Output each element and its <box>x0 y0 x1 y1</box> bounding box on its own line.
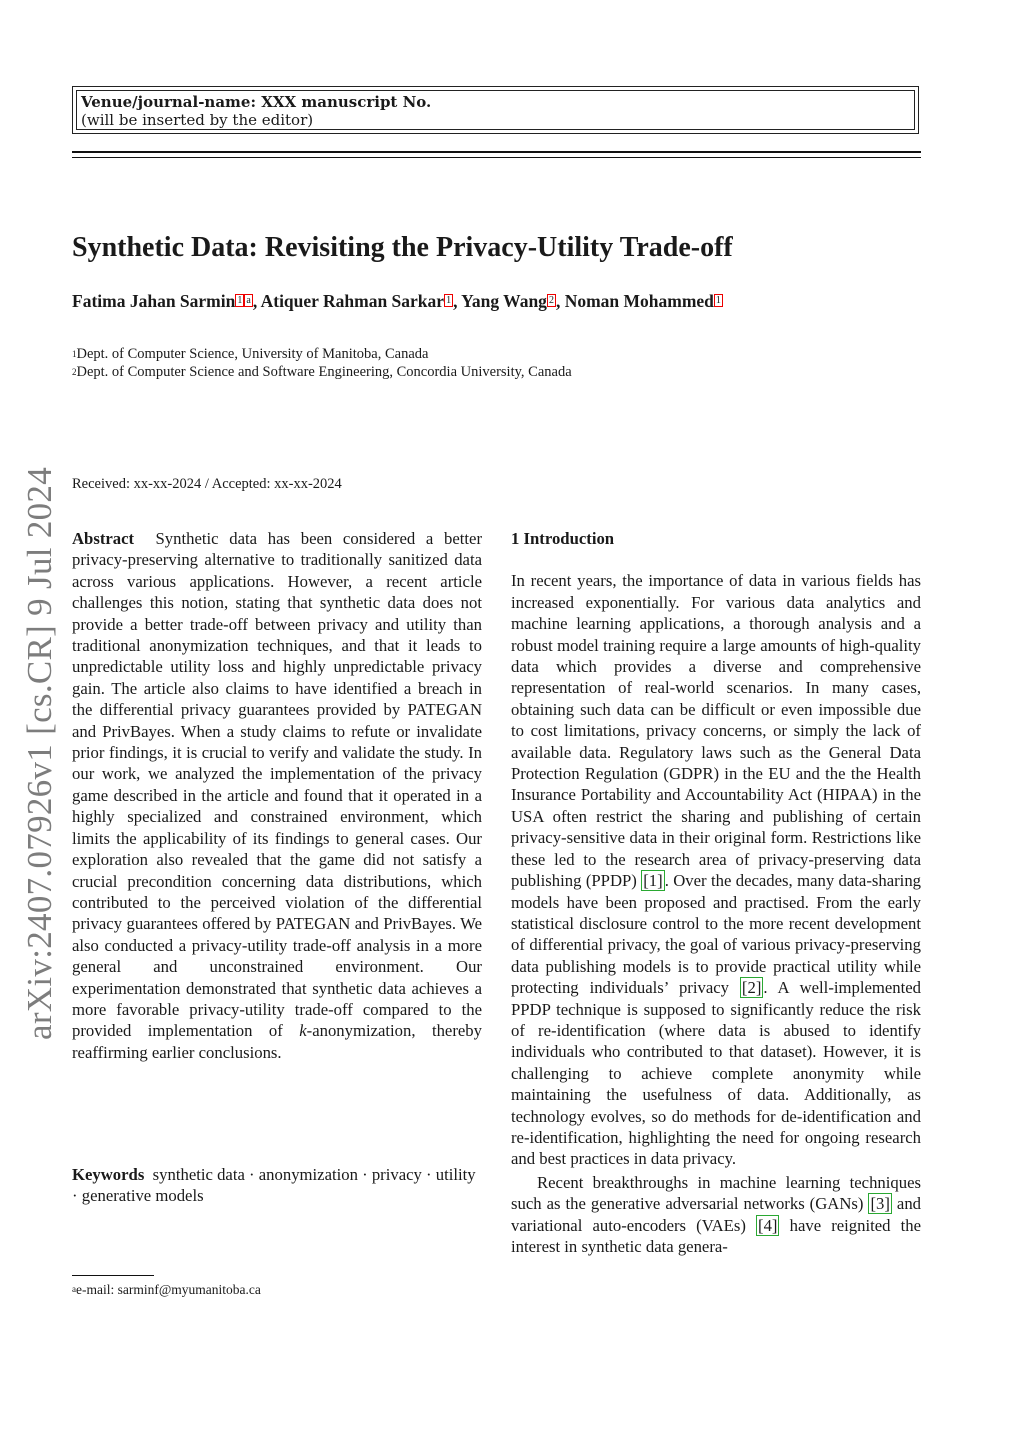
author-name: Atiquer Rahman Sarkar <box>260 291 445 311</box>
intro-text: Recent breakthroughs in machine learning techniques such as the generative adversarial networks (GANs) <box>511 1172 921 1214</box>
affiliation-text: Dept. of Computer Science and Software Engineering, Concordia University, Canada <box>76 364 572 380</box>
author-list: Fatima Jahan Sarmin $^{1 a}$ , Atiquer Rahman Sarkar $^1$ , Yang Wang $^2$ , Noman Mohammed $^1$ <box>72 291 721 311</box>
author-marks <box>547 295 556 306</box>
keywords-label: Keywords <box>72 1165 145 1184</box>
intro-paragraph-1 <box>511 571 921 1168</box>
header-rule-thin <box>72 157 921 158</box>
footnote-text: e-mail: sarminf@myumanitoba.ca <box>76 1282 261 1297</box>
keywords-section <box>72 1164 482 1207</box>
affiliation-item <box>72 363 872 381</box>
footnote-link[interactable]: a <box>246 295 251 306</box>
abstract-label: Abstract <box>72 529 135 548</box>
arxiv-stamp: arXiv:2407.07926v1 [cs.CR] 9 Jul 2024 <box>20 466 59 1040</box>
affiliation-mark: 1 <box>72 349 77 359</box>
author-marks <box>444 295 453 306</box>
affiliation-item <box>72 345 872 363</box>
intro-text: have reignited the interest in synthetic data genera- <box>511 1215 922 1256</box>
citation-link[interactable]: [2] <box>741 978 762 998</box>
abstract-text: Synthetic data has been considered a better privacy-preserving alternative to traditionally sanitized data across various applications. However, a recent article challenges this notion, stating that synthetic data does not provide a better trade-off between privacy and utility than traditional anonymization techniques, and that it leads to unpredictable utility loss and highly unpredictable privacy gain. The article also claims to have identified a breach in the differential privacy guarantees provided by PATEGAN and PrivBayes. When a study claims to refute or invalidate prior findings, it is crucial to verify and validate the study. In our work, we analyzed the implementation of the privacy game described in the article and found that it operated in a highly specialized and constrained environment, which limits the applicability of its findings to general cases. Our exploration also revealed that the game did not satisfy a crucial precondition concerning data distributions, which contributed to the perceived violation of the differential privacy guarantees offered by PATEGAN and PrivBayes. We also conducted a privacy-utility trade-off analysis in a more general and unconstrained environment. Our experimentation demonstrated that synthetic data achieves a more favorable privacy-utility trade-off compared to the provided implementation of <box>72 529 483 1041</box>
header-rule-thick <box>72 151 921 153</box>
affiliation-mark: 2 <box>72 367 77 377</box>
author-marks <box>714 295 723 306</box>
author-marks <box>235 295 252 306</box>
section-heading: 1 Introduction <box>511 529 615 548</box>
intro-text: In recent years, the importance of data in various fields has increased exponentially. For various data analytics and machine learning applications, a thorough analysis and a robust model training require a large amounts of high-quality data which provides a diverse and comprehensive representation of real-world scenarios. In many cases, obtaining such data can be difficult or even impossible due to cost limitations, privacy concerns, or simply the lack of available data. Regulatory laws such as the General Data Protection Regulation (GDPR) in the EU and the the Health Insurance Portability and Accountability Act (HIPAA) in the USA often restrict the sharing and publishing of certain privacy-sensitive data in their original form. Restrictions like these led to the research area of privacy-preserving data publishing (PPDP) <box>511 571 921 891</box>
citation-link[interactable]: [4] <box>758 1215 778 1235</box>
keywords-text: synthetic data · anonymization · privacy · utility · generative models <box>72 1165 476 1206</box>
intro-text: and variational auto-encoders (VAEs) <box>511 1194 922 1235</box>
author-name: Noman Mohammed <box>564 291 714 311</box>
abstract-text-end: -anonymization, thereby reaffirming earlier conclusions. <box>72 1021 482 1062</box>
author-name: Fatima Jahan Sarmin <box>72 291 236 311</box>
affiliation-link[interactable]: 2 <box>548 295 554 306</box>
author-name: Yang Wang <box>461 291 547 311</box>
abstract-section <box>72 528 482 1063</box>
affiliation-link[interactable]: 1 <box>237 295 243 306</box>
paper-title: Synthetic Data: Revisiting the Privacy-Utility Trade-off <box>72 232 733 263</box>
citation-link[interactable]: [1] <box>643 871 663 891</box>
venue-box <box>72 86 919 134</box>
intro-paragraph-2 <box>511 1172 921 1258</box>
intro-text: . Over the decades, many data-sharing models have been proposed and practised. From the early statistical disclosure control to the more recent development of differential privacy, the goal of various privacy-preserving data publishing models is to provide practical utility while protecting individuals’ privacy <box>511 871 922 998</box>
footnote-rule <box>72 1275 154 1276</box>
venue-title: Venue/journal-name: XXX manuscript No. <box>81 93 432 111</box>
affiliation-text: Dept. of Computer Science, University of Manitoba, Canada <box>76 346 429 362</box>
intro-text: . A well-implemented PPDP technique is supposed to significantly reduce the risk of re-identification (where data is abused to identify individuals who contributed to that dataset). However, it is challenging to achieve complete anonymity while maintaining the usefulness of data. Additionally, as technology evolves, so do methods for de-identification and re-identification, highlighting the need for ongoing research and best practices in data privacy. <box>511 978 921 1169</box>
affiliation-list <box>72 345 872 381</box>
received-accepted-line: Received: xx-xx-2024 / Accepted: xx-xx-2024 <box>72 476 342 492</box>
venue-box-inner <box>76 90 915 130</box>
affiliation-link[interactable]: 1 <box>446 295 452 306</box>
venue-note: (will be inserted by the editor) <box>81 111 314 129</box>
footnote <box>72 1281 261 1298</box>
citation-link[interactable]: [3] <box>870 1194 890 1214</box>
affiliation-link[interactable]: 1 <box>715 295 721 306</box>
k-symbol: k <box>299 1021 307 1041</box>
footnote-mark: a <box>72 1284 76 1294</box>
introduction-section <box>511 528 921 1257</box>
